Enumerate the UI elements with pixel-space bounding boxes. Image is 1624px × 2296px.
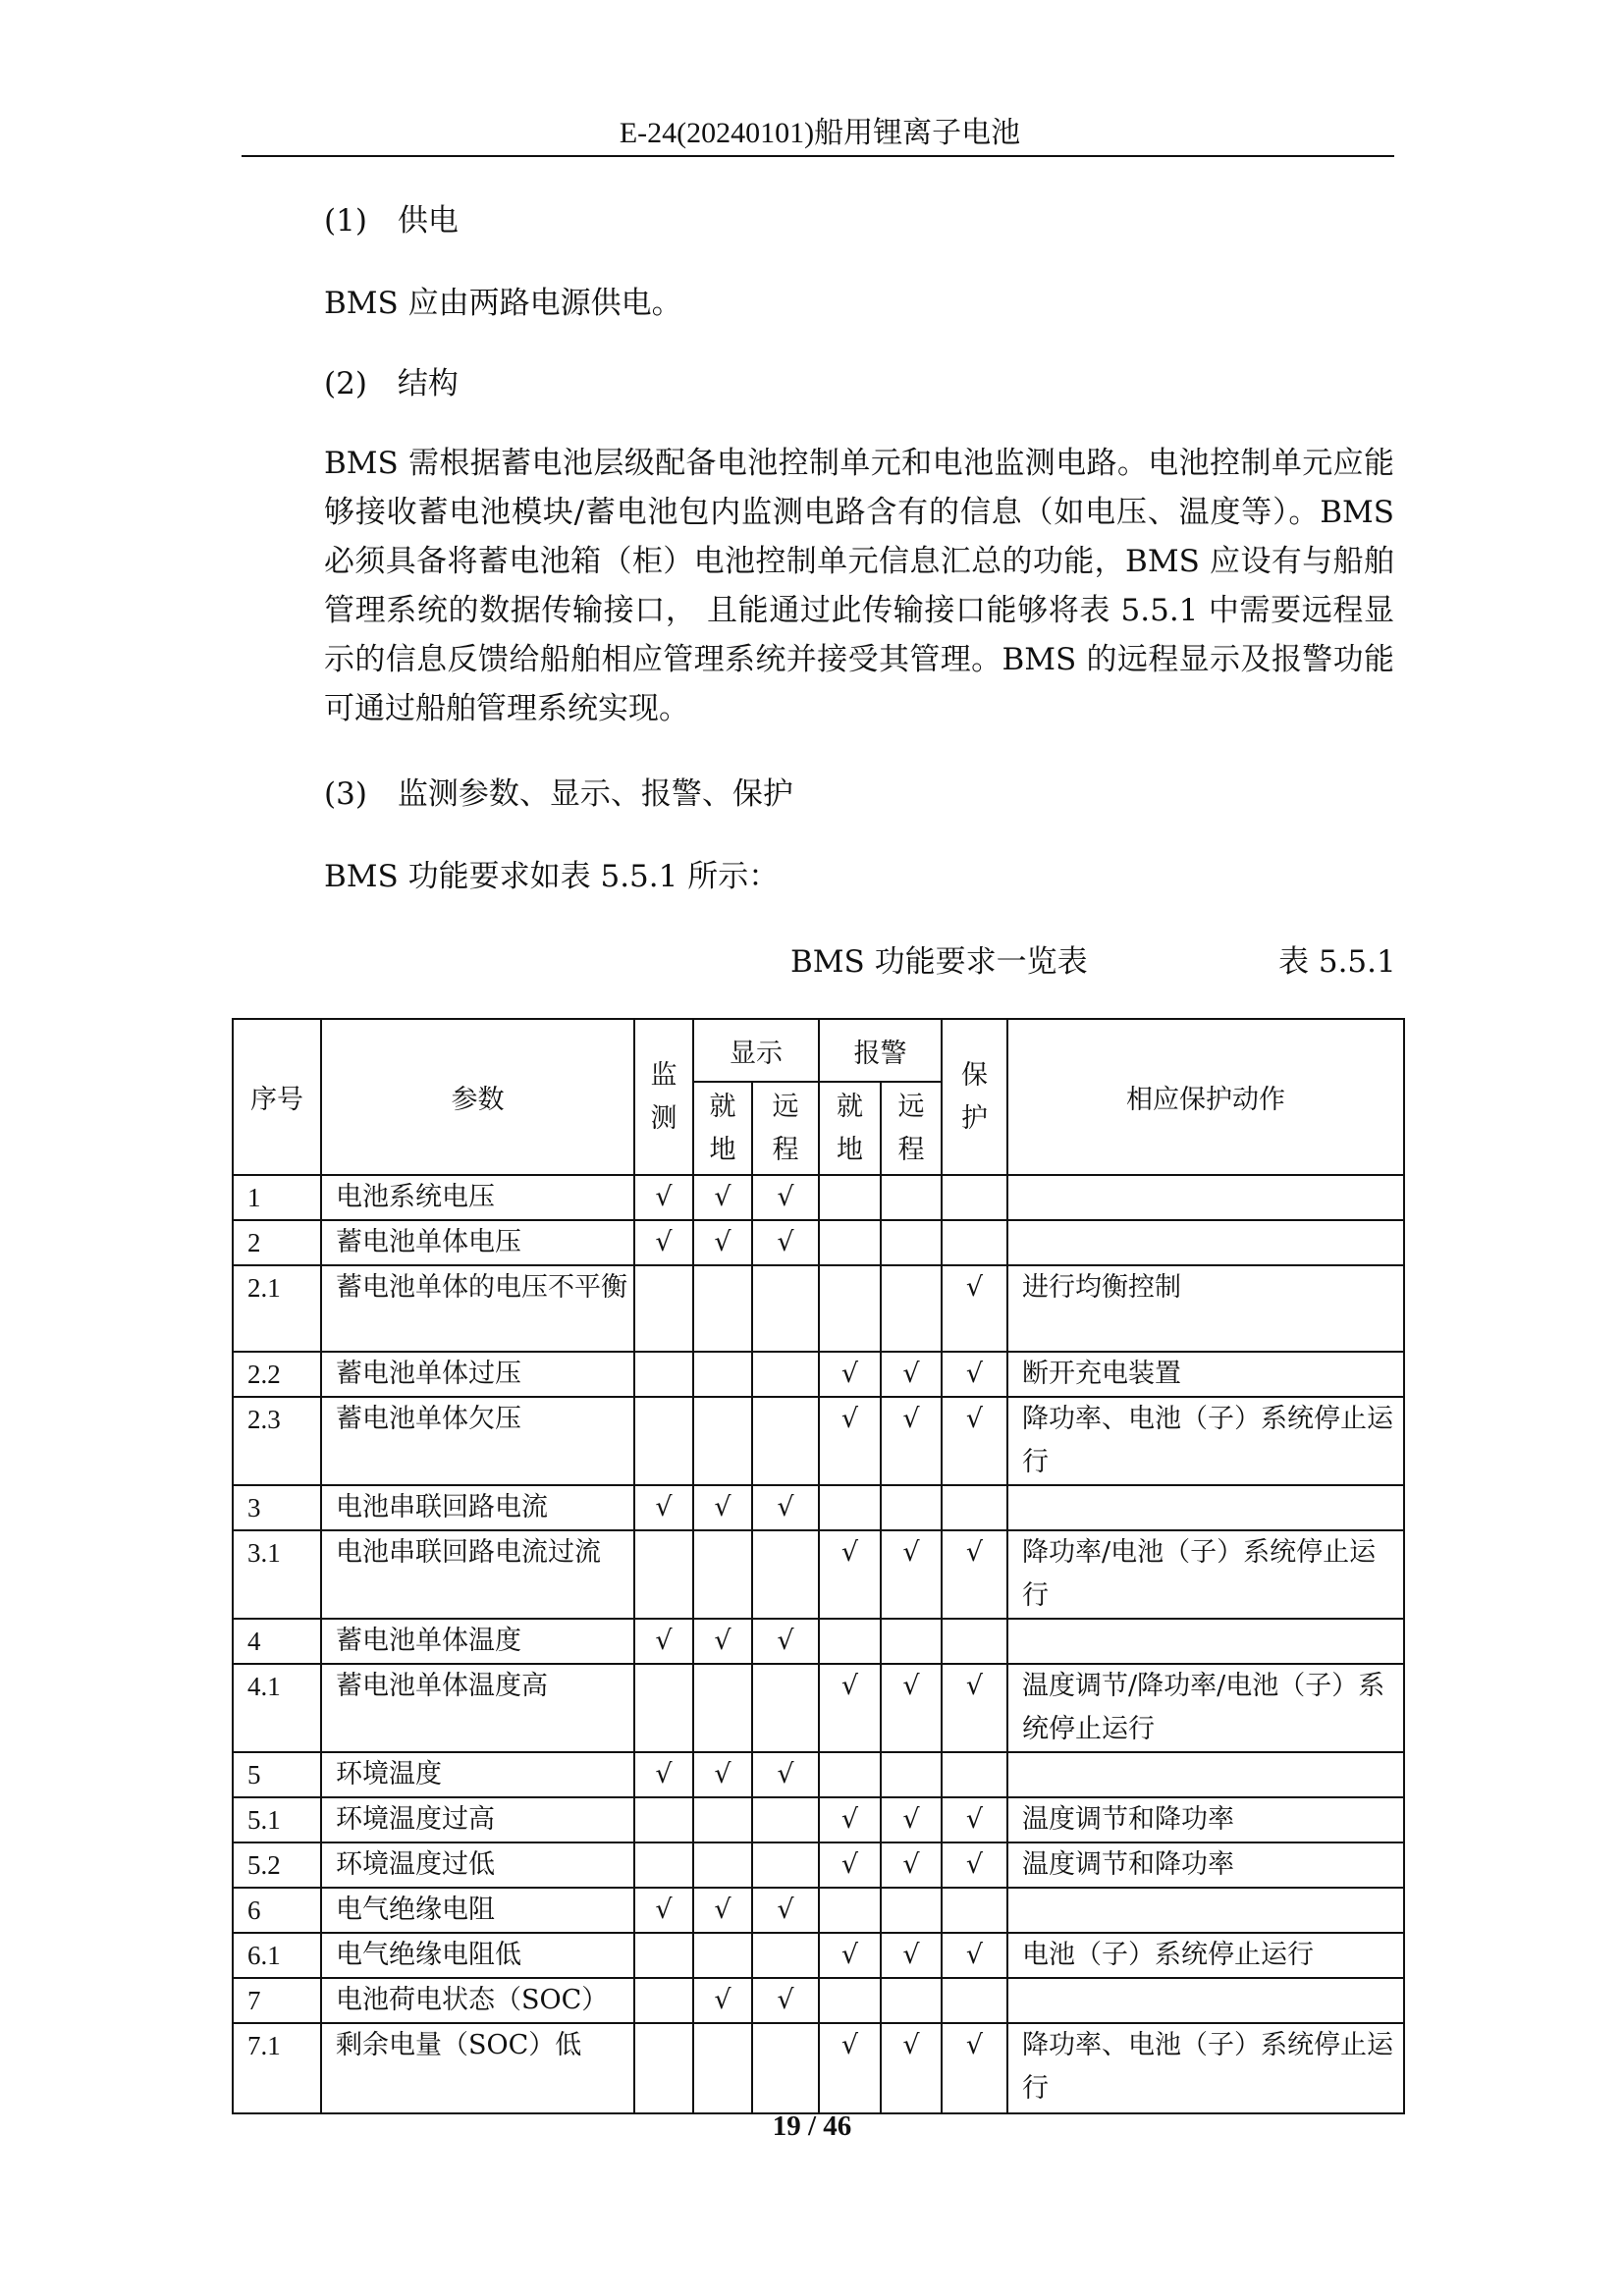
cell-monitor xyxy=(634,1797,693,1842)
cell-seq: 7 xyxy=(233,1978,321,2023)
cell-alarm-remote xyxy=(881,1752,942,1797)
cell-action xyxy=(1007,1485,1404,1530)
cell-alarm-remote xyxy=(881,1888,942,1933)
cell-monitor xyxy=(634,1842,693,1888)
cell-monitor: √ xyxy=(634,1175,693,1220)
table-row xyxy=(233,1175,1404,1220)
section-3-heading: (3) 监测参数、显示、报警、保护 xyxy=(324,776,793,812)
cell-action xyxy=(1007,1619,1404,1664)
cell-alarm-local: √ xyxy=(819,1397,881,1485)
cell-param: 蓄电池单体电压 xyxy=(321,1220,634,1265)
header-param: 参数 xyxy=(321,1019,634,1175)
cell-alarm-local xyxy=(819,1888,881,1933)
cell-display-remote: √ xyxy=(752,1485,819,1530)
section-2-body xyxy=(324,439,1394,733)
cell-monitor xyxy=(634,1664,693,1752)
cell-alarm-remote xyxy=(881,1220,942,1265)
cell-display-remote: √ xyxy=(752,1888,819,1933)
cell-seq: 3 xyxy=(233,1485,321,1530)
cell-display-local: √ xyxy=(693,1175,752,1220)
cell-param: 蓄电池单体的电压不平衡 xyxy=(321,1265,634,1352)
section-3-body: BMS 功能要求如表 5.5.1 所示： xyxy=(324,859,780,894)
cell-action: 温度调节和降功率 xyxy=(1007,1797,1404,1842)
cell-action: 降功率/电池（子）系统停止运行 xyxy=(1007,1530,1404,1619)
table-row xyxy=(233,1842,1404,1888)
cell-action: 温度调节/降功率/电池（子）系统停止运行 xyxy=(1007,1664,1404,1752)
cell-protect xyxy=(942,1978,1007,2023)
cell-alarm-remote xyxy=(881,1619,942,1664)
bms-function-table xyxy=(232,1018,1405,2114)
cell-param: 蓄电池单体温度 xyxy=(321,1619,634,1664)
cell-seq: 3.1 xyxy=(233,1530,321,1619)
section-1-body: BMS 应由两路电源供电。 xyxy=(324,286,682,321)
cell-param: 剩余电量（SOC）低 xyxy=(321,2023,634,2113)
cell-protect: √ xyxy=(942,1842,1007,1888)
header-protect-text: 保护 xyxy=(961,1059,988,1134)
cell-alarm-local: √ xyxy=(819,1797,881,1842)
table-row xyxy=(233,1933,1404,1978)
cell-alarm-local xyxy=(819,1485,881,1530)
cell-protect: √ xyxy=(942,2023,1007,2113)
cell-display-local xyxy=(693,1797,752,1842)
table-row xyxy=(233,1265,1404,1352)
cell-alarm-remote xyxy=(881,1265,942,1352)
cell-monitor xyxy=(634,1933,693,1978)
cell-display-local: √ xyxy=(693,1888,752,1933)
cell-param: 电池荷电状态（SOC） xyxy=(321,1978,634,2023)
table-body xyxy=(233,1175,1404,2113)
cell-display-local: √ xyxy=(693,1619,752,1664)
cell-param: 环境温度 xyxy=(321,1752,634,1797)
cell-display-remote: √ xyxy=(752,1619,819,1664)
table-row xyxy=(233,1397,1404,1485)
cell-display-local xyxy=(693,1397,752,1485)
cell-display-local xyxy=(693,1530,752,1619)
cell-protect xyxy=(942,1888,1007,1933)
header-alarm-remote xyxy=(881,1082,942,1175)
cell-protect xyxy=(942,1175,1007,1220)
cell-alarm-remote: √ xyxy=(881,1530,942,1619)
cell-alarm-remote: √ xyxy=(881,1933,942,1978)
cell-seq: 5 xyxy=(233,1752,321,1797)
header-display-local xyxy=(693,1082,752,1175)
cell-display-local xyxy=(693,1664,752,1752)
table-row xyxy=(233,1888,1404,1933)
cell-protect xyxy=(942,1220,1007,1265)
table-row xyxy=(233,1664,1404,1752)
cell-param: 电气绝缘电阻低 xyxy=(321,1933,634,1978)
cell-alarm-local: √ xyxy=(819,1664,881,1752)
header-monitor-text: 监测 xyxy=(650,1059,677,1134)
cell-display-remote xyxy=(752,1933,819,1978)
cell-monitor xyxy=(634,2023,693,2113)
header-alarm-local-text: 就地 xyxy=(837,1091,863,1165)
cell-protect xyxy=(942,1485,1007,1530)
cell-display-remote xyxy=(752,1530,819,1619)
cell-display-local: √ xyxy=(693,1978,752,2023)
cell-param: 环境温度过低 xyxy=(321,1842,634,1888)
cell-alarm-remote xyxy=(881,1978,942,2023)
cell-seq: 5.2 xyxy=(233,1842,321,1888)
cell-seq: 1 xyxy=(233,1175,321,1220)
cell-display-remote xyxy=(752,2023,819,2113)
table-row xyxy=(233,1978,1404,2023)
cell-seq: 2.2 xyxy=(233,1352,321,1397)
cell-param: 电池串联回路电流 xyxy=(321,1485,634,1530)
cell-param: 蓄电池单体过压 xyxy=(321,1352,634,1397)
header-action: 相应保护动作 xyxy=(1007,1019,1404,1175)
cell-monitor: √ xyxy=(634,1485,693,1530)
section-1-heading: (1) 供电 xyxy=(324,203,459,239)
header-display-remote xyxy=(752,1082,819,1175)
cell-seq: 2.3 xyxy=(233,1397,321,1485)
cell-action: 进行均衡控制 xyxy=(1007,1265,1404,1352)
cell-seq: 7.1 xyxy=(233,2023,321,2113)
cell-alarm-local xyxy=(819,1220,881,1265)
header-alarm: 报警 xyxy=(819,1019,942,1082)
table-row xyxy=(233,1797,1404,1842)
cell-alarm-remote: √ xyxy=(881,1664,942,1752)
cell-action: 温度调节和降功率 xyxy=(1007,1842,1404,1888)
header-rule xyxy=(242,155,1394,157)
cell-seq: 4.1 xyxy=(233,1664,321,1752)
cell-alarm-local: √ xyxy=(819,1842,881,1888)
cell-display-remote xyxy=(752,1797,819,1842)
page-header: E-24(20240101)船用锂离子电池 xyxy=(619,117,1021,149)
cell-display-local xyxy=(693,2023,752,2113)
cell-alarm-remote: √ xyxy=(881,1397,942,1485)
cell-alarm-local: √ xyxy=(819,1352,881,1397)
table-row xyxy=(233,1752,1404,1797)
cell-param: 电气绝缘电阻 xyxy=(321,1888,634,1933)
cell-action: 降功率、电池（子）系统停止运行 xyxy=(1007,1397,1404,1485)
cell-alarm-remote: √ xyxy=(881,2023,942,2113)
header-display-local-text: 就地 xyxy=(709,1091,736,1165)
cell-seq: 2.1 xyxy=(233,1265,321,1352)
cell-param: 蓄电池单体欠压 xyxy=(321,1397,634,1485)
cell-monitor xyxy=(634,1397,693,1485)
cell-display-remote xyxy=(752,1842,819,1888)
table-number: 表 5.5.1 xyxy=(1278,944,1396,980)
cell-monitor: √ xyxy=(634,1888,693,1933)
cell-protect xyxy=(942,1619,1007,1664)
cell-display-local xyxy=(693,1352,752,1397)
cell-monitor xyxy=(634,1530,693,1619)
cell-param: 蓄电池单体温度高 xyxy=(321,1664,634,1752)
cell-monitor xyxy=(634,1265,693,1352)
cell-monitor: √ xyxy=(634,1752,693,1797)
cell-protect xyxy=(942,1752,1007,1797)
cell-alarm-local xyxy=(819,1265,881,1352)
cell-seq: 6.1 xyxy=(233,1933,321,1978)
cell-monitor: √ xyxy=(634,1619,693,1664)
cell-seq: 6 xyxy=(233,1888,321,1933)
header-alarm-remote-text: 远程 xyxy=(897,1091,925,1165)
table-row xyxy=(233,2023,1404,2113)
cell-alarm-remote xyxy=(881,1175,942,1220)
cell-alarm-remote: √ xyxy=(881,1797,942,1842)
cell-alarm-local xyxy=(819,1752,881,1797)
cell-display-remote xyxy=(752,1664,819,1752)
cell-display-remote xyxy=(752,1397,819,1485)
cell-param: 电池系统电压 xyxy=(321,1175,634,1220)
page-number: 19 / 46 xyxy=(772,2110,852,2142)
cell-display-local xyxy=(693,1842,752,1888)
cell-protect: √ xyxy=(942,1664,1007,1752)
cell-display-local: √ xyxy=(693,1220,752,1265)
cell-monitor: √ xyxy=(634,1220,693,1265)
header-display-remote-text: 远程 xyxy=(772,1091,799,1165)
cell-action: 降功率、电池（子）系统停止运行 xyxy=(1007,2023,1404,2113)
cell-alarm-remote: √ xyxy=(881,1842,942,1888)
cell-protect: √ xyxy=(942,1352,1007,1397)
cell-display-local: √ xyxy=(693,1752,752,1797)
table-row xyxy=(233,1530,1404,1619)
cell-display-local xyxy=(693,1933,752,1978)
cell-alarm-local: √ xyxy=(819,1933,881,1978)
cell-seq: 4 xyxy=(233,1619,321,1664)
cell-alarm-local: √ xyxy=(819,2023,881,2113)
section-2-body-text: BMS 需根据蓄电池层级配备电池控制单元和电池监测电路。电池控制单元应能够接收蓄电池模块/蓄电池包内监测电路含有的信息（如电压、温度等）。BMS 必须具备将蓄电池箱（柜）电池控制单元信息汇总的功能，BMS 应设有与船舶管理系统的数据传输接口， 且能通过此传输接口能够将表 5.5.1 中需要远程显示的信息反馈给船舶相应管理系统并接受其管理。BMS 的远程显示及报警功能可通过船舶管理系统实现。 xyxy=(324,446,1394,726)
cell-protect: √ xyxy=(942,1933,1007,1978)
cell-alarm-local xyxy=(819,1175,881,1220)
header-protect xyxy=(942,1019,1007,1175)
cell-action xyxy=(1007,1752,1404,1797)
cell-param: 电池串联回路电流过流 xyxy=(321,1530,634,1619)
cell-action: 断开充电装置 xyxy=(1007,1352,1404,1397)
header-display: 显示 xyxy=(693,1019,819,1082)
cell-seq: 2 xyxy=(233,1220,321,1265)
cell-display-remote: √ xyxy=(752,1752,819,1797)
cell-action xyxy=(1007,1175,1404,1220)
cell-alarm-remote: √ xyxy=(881,1352,942,1397)
cell-alarm-local: √ xyxy=(819,1530,881,1619)
cell-action xyxy=(1007,1978,1404,2023)
table-row xyxy=(233,1619,1404,1664)
header-seq: 序号 xyxy=(233,1019,321,1175)
cell-action xyxy=(1007,1888,1404,1933)
cell-display-remote xyxy=(752,1352,819,1397)
header-alarm-local xyxy=(819,1082,881,1175)
cell-seq: 5.1 xyxy=(233,1797,321,1842)
cell-param: 环境温度过高 xyxy=(321,1797,634,1842)
cell-protect: √ xyxy=(942,1265,1007,1352)
cell-monitor xyxy=(634,1978,693,2023)
table-row xyxy=(233,1220,1404,1265)
table-row xyxy=(233,1352,1404,1397)
cell-alarm-local xyxy=(819,1978,881,2023)
cell-action xyxy=(1007,1220,1404,1265)
header-monitor xyxy=(634,1019,693,1175)
table-row xyxy=(233,1485,1404,1530)
cell-display-local xyxy=(693,1265,752,1352)
cell-display-remote xyxy=(752,1265,819,1352)
cell-display-local: √ xyxy=(693,1485,752,1530)
cell-protect: √ xyxy=(942,1530,1007,1619)
table-caption: BMS 功能要求一览表 xyxy=(790,944,1088,980)
cell-display-remote: √ xyxy=(752,1175,819,1220)
cell-alarm-local xyxy=(819,1619,881,1664)
cell-protect: √ xyxy=(942,1397,1007,1485)
cell-display-remote: √ xyxy=(752,1220,819,1265)
cell-action: 电池（子）系统停止运行 xyxy=(1007,1933,1404,1978)
section-2-heading: (2) 结构 xyxy=(324,366,459,401)
cell-alarm-remote xyxy=(881,1485,942,1530)
cell-monitor xyxy=(634,1352,693,1397)
cell-display-remote: √ xyxy=(752,1978,819,2023)
cell-protect: √ xyxy=(942,1797,1007,1842)
